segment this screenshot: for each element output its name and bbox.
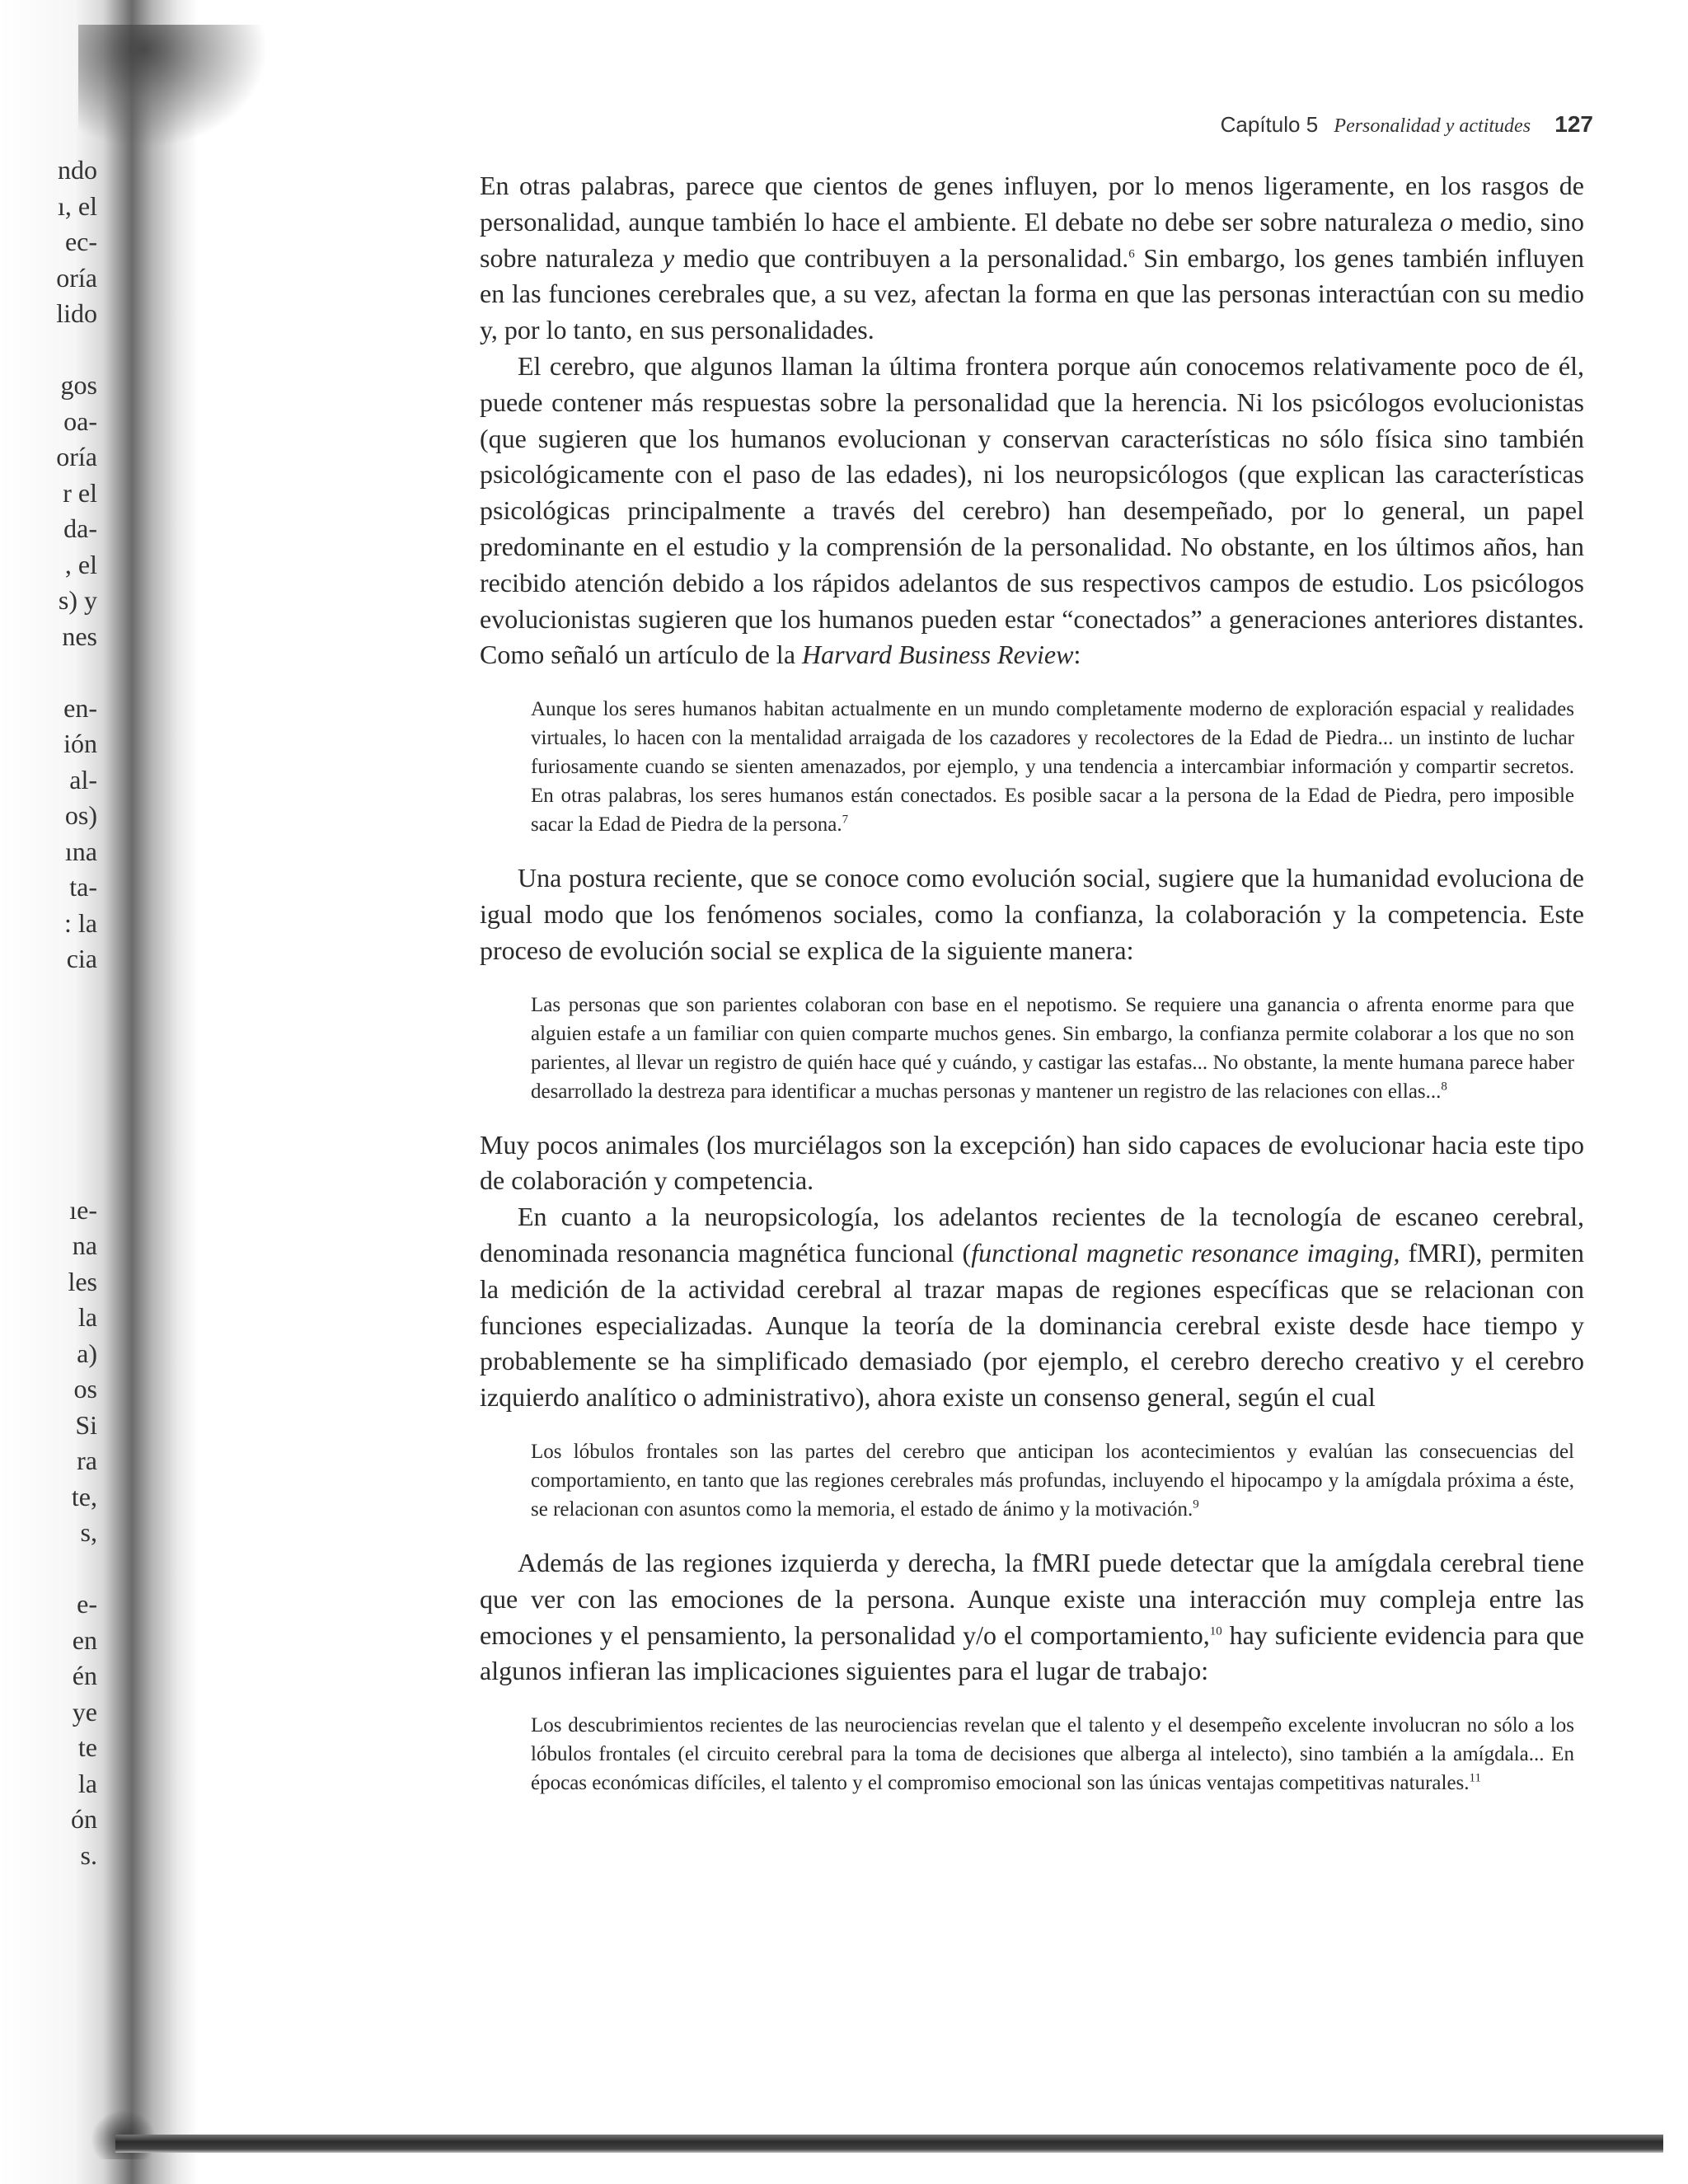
facing-page-fragment: os bbox=[73, 1374, 97, 1404]
block-quote: Las personas que son parientes colaboran con base en el nepotismo. Se requiere una ganancia o afrenta enorme para que alguien estafe a un familiar con quien comparte muchos genes. Sin embargo, la confianza permite colaborar a los que no son parientes, al llevar un registro de quién hace qué y cuándo, y castigar las estafas... No obstante, la mente humana parece haber desarrollado la destreza para identificar a muchas personas y mantener un registro de las relaciones con ellas...$^8$ bbox=[531, 993, 1574, 1103]
page-number: 127 bbox=[1554, 111, 1593, 137]
facing-page-fragment: ndo bbox=[58, 155, 97, 185]
fragment-gap bbox=[15, 1121, 97, 1157]
body-paragraph: El cerebro, que algunos llaman la última frontera porque aún conocemos relativamente poco de él, puede contener más respuestas sobre la personalidad que la herencia. Ni los psicólogos evolucionistas (que sugieren que los humanos evolucionan y conservan características no sólo física sino también psicológicamente con el paso de las edades), ni los neuropsicólogos (que explican las características psicológicas principalmente a través del cerebro) han desempeñado, por lo general, un papel predominante en el estudio y la comprensión de la personalidad. No obstante, en los últimos años, han recibido atención debido a los rápidos adelantos de sus respectivos campos de estudio. Los psicólogos evolucionistas sugieren que los humanos pueden estar “conectados” a generaciones anteriores distantes. Como señaló un artículo de la Harvard Business Review: bbox=[480, 350, 1584, 670]
facing-page-fragment: les bbox=[68, 1266, 97, 1296]
facing-page-fragment: la bbox=[77, 1768, 97, 1798]
facing-page-fragment: gos bbox=[60, 370, 97, 400]
footnote-marker: 7 bbox=[842, 813, 849, 827]
facing-page-fragment: oría bbox=[56, 262, 97, 293]
facing-page-fragment: ı, el bbox=[58, 190, 97, 221]
main-text-column bbox=[480, 168, 1584, 1819]
footnote-marker: 8 bbox=[1441, 1080, 1447, 1094]
footnote-marker: 6 bbox=[1128, 246, 1135, 260]
facing-page-fragment: os) bbox=[64, 800, 97, 830]
fragment-gap bbox=[15, 1085, 97, 1121]
fragment-gap bbox=[15, 1551, 97, 1587]
fragment-gap bbox=[15, 332, 97, 368]
block-quote: Los lóbulos frontales son las partes del cerebro que anticipan los acontecimientos y evalúan las consecuencias del comportamiento, en tanto que las regiones cerebrales más profundas, incluyendo el hipocampo y la amígdala próxima a éste, se relacionan con asuntos como la memoria, el estado de ánimo y la motivación.$^9$ bbox=[531, 1440, 1574, 1521]
body-paragraph: En otras palabras, parece que cientos de genes influyen, por lo menos ligeramente, en los rasgos de personalidad, aunque también lo hace el ambiente. El debate no debe ser sobre naturaleza o medio, sino sobre naturaleza y medio que contribuyen a la personalidad.$^6$ Sin embargo, los genes también influyen en las funciones cerebrales que, a su vez, afectan la forma en que las personas interactúan con su medio y, por lo tanto, en sus personalidades. bbox=[480, 171, 1585, 345]
facing-page-fragment: te bbox=[77, 1732, 97, 1762]
footnote-marker: 11 bbox=[1469, 1771, 1481, 1785]
facing-page-fragment: s) y bbox=[58, 585, 97, 615]
facing-page-fragment: ión bbox=[63, 729, 97, 758]
facing-page-fragment: ıe- bbox=[69, 1194, 97, 1225]
facing-page-fragment: ına bbox=[64, 836, 97, 866]
fragment-gap bbox=[15, 1156, 97, 1193]
facing-page-fragment: en bbox=[72, 1624, 97, 1655]
body-paragraph: Además de las regiones izquierda y derecha, la fMRI puede detectar que la amígdala cerebral tiene que ver con las emociones de la persona. Aunque existe una interacción muy compleja entre las emociones y el pensamiento, la personalidad y/o el comportamiento,$^{10}$ hay suficiente evidencia para que algunos infieran las implicaciones siguientes para el lugar de trabajo: bbox=[480, 1547, 1585, 1686]
facing-page-fragment: al- bbox=[69, 764, 97, 794]
facing-page-fragment: a) bbox=[77, 1338, 97, 1368]
facing-page-fragment: r el bbox=[63, 477, 97, 508]
fragment-gap bbox=[15, 1013, 97, 1049]
facing-page-fragment: da- bbox=[63, 513, 97, 543]
block-quote: Aunque los seres humanos habitan actualmente en un mundo completamente moderno de exploración espacial y realidades virtuales, lo hacen con la mentalidad arraigada de los cazadores y recolectores de la Edad de Piedra... un instinto de luchar furiosamente cuando se sienten amenazados, por ejemplo, y una tendencia a intercambiar información y compartir secretos. En otras palabras, los seres humanos están conectados. Es posible sacar a la persona de la Edad de Piedra, pero imposible sacar la Edad de Piedra de la persona.$^7$ bbox=[531, 698, 1574, 837]
facing-page-fragment: s, bbox=[80, 1517, 97, 1547]
facing-page-fragment: lido bbox=[56, 298, 97, 328]
fragment-gap bbox=[15, 654, 97, 691]
running-header bbox=[1221, 111, 1593, 138]
section-title: Personalidad y actitudes bbox=[1334, 115, 1531, 137]
facing-page-fragment: Si bbox=[75, 1409, 97, 1440]
fragment-gap bbox=[15, 1049, 97, 1085]
facing-page-fragment: oría bbox=[56, 442, 97, 471]
body-paragraph: Una postura reciente, que se conoce como evolución social, sugiere que la humanidad evoluciona de igual modo que los fenómenos sociales, como la confianza, la colaboración y la competencia. Este proceso de evolución social se explica de la siguiente manera: bbox=[480, 863, 1584, 965]
facing-page-fragment: cia bbox=[66, 944, 97, 973]
facing-page-fragment: , el bbox=[64, 549, 97, 579]
facing-page-fragment: te, bbox=[71, 1481, 97, 1511]
facing-page-fragment: la bbox=[77, 1302, 97, 1332]
block-quote: Los descubrimientos recientes de las neurociencias revelan que el talento y el desempeño excelente involucran no sólo a los lóbulos frontales (el circuito cerebral para la toma de decisiones que alberga al intelecto), sino también a la amígdala... En épocas económicas difíciles, el talento y el compromiso emocional son las únicas ventajas competitivas naturales.$^{11}$ bbox=[531, 1714, 1574, 1795]
scan-shadow bbox=[78, 25, 268, 148]
facing-page-fragment: ra bbox=[77, 1446, 97, 1475]
facing-page-fragment: nes bbox=[62, 621, 97, 651]
facing-page-fragment: : la bbox=[64, 907, 97, 938]
chapter-label: Capítulo 5 bbox=[1220, 112, 1319, 137]
facing-page-fragment: e- bbox=[77, 1589, 97, 1619]
facing-page-fragment: ón bbox=[71, 1804, 97, 1834]
facing-page-fragment: oa- bbox=[63, 405, 97, 436]
facing-page-fragment: ec- bbox=[64, 227, 97, 256]
body-paragraph: Muy pocos animales (los murciélagos son la excepción) han sido capaces de evolucionar hacia este tipo de colaboración y competencia. bbox=[480, 1129, 1584, 1196]
facing-page-fragment: ta- bbox=[69, 872, 97, 902]
body-paragraph: En cuanto a la neuropsicología, los adelantos recientes de la tecnología de escaneo cerebral, denominada resonancia magnética funcional (functional magnetic resonance imaging, fMRI), permiten la medición de la actividad cerebral al trazar mapas de regiones específicas que se relacionan con funciones especializadas. Aunque la teoría de la dominancia cerebral existe desde hace tiempo y probablemente se ha simplificado demasiado (por ejemplo, el cerebro derecho creativo y el cerebro izquierdo analítico o administrativo), ahora existe un consenso general, según el cual bbox=[480, 1202, 1585, 1413]
facing-page-fragment: s. bbox=[80, 1840, 97, 1870]
facing-page-fragment: ye bbox=[72, 1696, 97, 1727]
fragment-gap bbox=[15, 977, 97, 1014]
footnote-marker: 10 bbox=[1209, 1624, 1222, 1638]
scan-bottom-edge bbox=[115, 2135, 1663, 2153]
facing-page-text-fragments bbox=[15, 152, 97, 1873]
facing-page-fragment: na bbox=[72, 1230, 97, 1260]
footnote-marker: 9 bbox=[1193, 1497, 1199, 1511]
facing-page-fragment: én bbox=[72, 1661, 97, 1690]
facing-page-fragment: en- bbox=[63, 692, 97, 723]
